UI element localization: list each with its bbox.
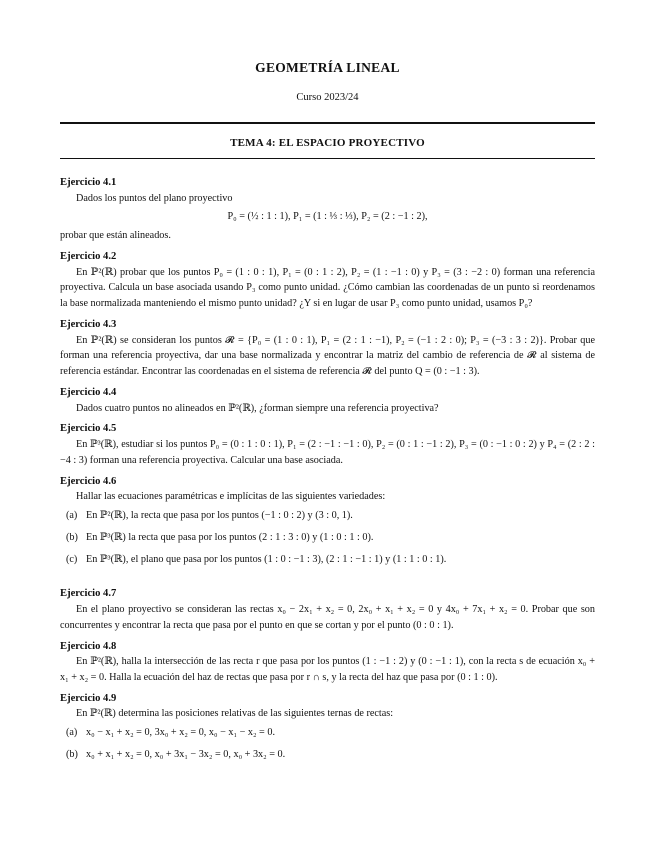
exercise-heading: Ejercicio 4.8 [60, 640, 117, 652]
exercise-text: En ℙ³(ℝ), estudiar si los puntos P₀ = (0 : 1 : 0 : 1), P₁ = (2 : −1 : −1 : 0), P₂ = (0 : 1 : −1 : 2), P₃ = (0 : −1 : 0 : 2) y P₄ = (2 : 2 : −4 : 3) forman una referencia proyectiva. Calcular una base asociada. [60, 438, 595, 466]
exercise-text-after: probar que están alineados. [60, 230, 171, 242]
exercise-text: En ℙ²(ℝ), halla la intersección de las recta r que pasa por los puntos (1 : −1 : 2) y (0 : −1 : 1), con la recta s de ecuación x₀ + x₁ + x₂ = 0. Halla la ecuación del haz de rectas que pasa por r ∩ s, y la recta del haz que pasa por (0 : 1 : 0). [60, 656, 595, 683]
course-label: Curso 2023/24 [296, 92, 359, 103]
exercise-list [60, 175, 595, 769]
exercise-items [60, 725, 595, 763]
exercise-text: Dados cuatro puntos no alineados en ℙ²(ℝ), ¿forman siempre una referencia proyectiva? [76, 402, 439, 414]
exercise-equation: P₀ = (½ : 1 : 1), P₁ = (1 : ⅓ : ⅓), P₂ = (2 : −1 : 2), [227, 211, 428, 223]
list-item [60, 725, 595, 741]
exercise-heading: Ejercicio 4.3 [60, 318, 117, 330]
exercise-heading: Ejercicio 4.1 [60, 177, 117, 188]
exercise-heading: Ejercicio 4.4 [60, 386, 117, 398]
item-text: x₀ − x₁ + x₂ = 0, 3x₀ + x₂ = 0, x₀ − x₁ − x₂ = 0. [86, 727, 275, 739]
exercise-text: En ℙ²(ℝ) se consideran los puntos 𝓡 = {P₀ = (1 : 0 : 1), P₁ = (2 : 1 : −1), P₂ = (−1 : 2 : 0); P₃ = (−3 : 3 : 2)}. Probar que forman una referencia proyectiva, dar una base normalizada y encontrar la matriz del cambio de referencia de 𝓡 al sistema de referencia estándar. Encontrar las coordenadas en el sistema de referencia 𝓡 del punto Q = (0 : −1 : 3). [60, 334, 595, 378]
list-item [60, 508, 595, 524]
item-text: En ℙ³(ℝ) la recta que pasa por los puntos (2 : 1 : 3 : 0) y (1 : 0 : 1 : 0). [86, 531, 374, 543]
item-label: (c) [66, 553, 78, 565]
exercise-heading: Ejercicio 4.7 [60, 588, 117, 600]
exercise-4-5 [60, 421, 595, 468]
item-text: x₀ + x₁ + x₂ = 0, x₀ + 3x₁ − 3x₂ = 0, x₀ + 3x₂ = 0. [86, 748, 286, 760]
exercise-text: En el plano proyectivo se consideran las rectas x₀ − 2x₁ + x₂ = 0, 2x₀ + x₁ + x₂ = 0 y 4x₀ + 7x₁ + x₂ = 0. Probar que son concurrentes y encontrar la recta que pasa por el punto en que se cortan y por el punto (0 : 0 : 1). [60, 603, 595, 631]
item-label: (a) [66, 727, 78, 739]
exercise-text: En ℙ²(ℝ) determina las posiciones relativas de las siguientes ternas de rectas: [76, 708, 394, 720]
exercise-items [60, 508, 595, 567]
list-item [60, 747, 595, 763]
exercise-4-8 [60, 639, 595, 686]
bottom-rule [60, 158, 595, 159]
item-label: (b) [66, 531, 78, 543]
list-item [60, 530, 595, 546]
document-title: GEOMETRÍA LINEAL [255, 60, 400, 75]
exercise-4-2 [60, 249, 595, 312]
exercise-heading: Ejercicio 4.6 [60, 475, 117, 487]
exercise-4-9 [60, 691, 595, 763]
exercise-text: Dados los puntos del plano proyectivo [76, 192, 233, 204]
exercise-heading: Ejercicio 4.9 [60, 692, 117, 704]
item-text: En ℙ³(ℝ), el plano que pasa por los puntos (1 : 0 : −1 : 3), (2 : 1 : −1 : 1) y (1 : 1 : 0 : 1). [86, 553, 447, 565]
exercise-4-7 [60, 586, 595, 633]
exercise-4-6 [60, 474, 595, 568]
exercise-heading: Ejercicio 4.5 [60, 423, 117, 435]
item-text: En ℙ²(ℝ), la recta que pasa por los puntos (−1 : 0 : 2) y (3 : 0, 1). [86, 509, 353, 521]
item-label: (b) [66, 748, 78, 760]
exercise-4-4 [60, 385, 595, 416]
top-rule [60, 122, 595, 124]
exercise-text: En ℙ²(ℝ) probar que los puntos P₀ = (1 : 0 : 1), P₁ = (0 : 1 : 2), P₂ = (1 : −1 : 0) y P₃ = (3 : −2 : 0) forman una referencia proyectiva. Calcula un base asociada usando P₃ como punto unidad. ¿Cómo cambian las coordenadas de un punto si reordenamos la base normalizada manteniendo el mismo punto unidad? ¿Y si en lugar de usar P₃ como punto unidad, usamos P₀? [60, 266, 595, 310]
list-item [60, 552, 595, 568]
topic-heading: TEMA 4: EL ESPACIO PROYECTIVO [230, 137, 425, 149]
exercise-4-3 [60, 317, 595, 380]
exercise-4-1 [60, 175, 595, 244]
item-label: (a) [66, 509, 78, 521]
exercise-text: Hallar las ecuaciones paramétricas e implícitas de las siguientes variedades: [76, 491, 386, 503]
exercise-heading: Ejercicio 4.2 [60, 250, 117, 262]
